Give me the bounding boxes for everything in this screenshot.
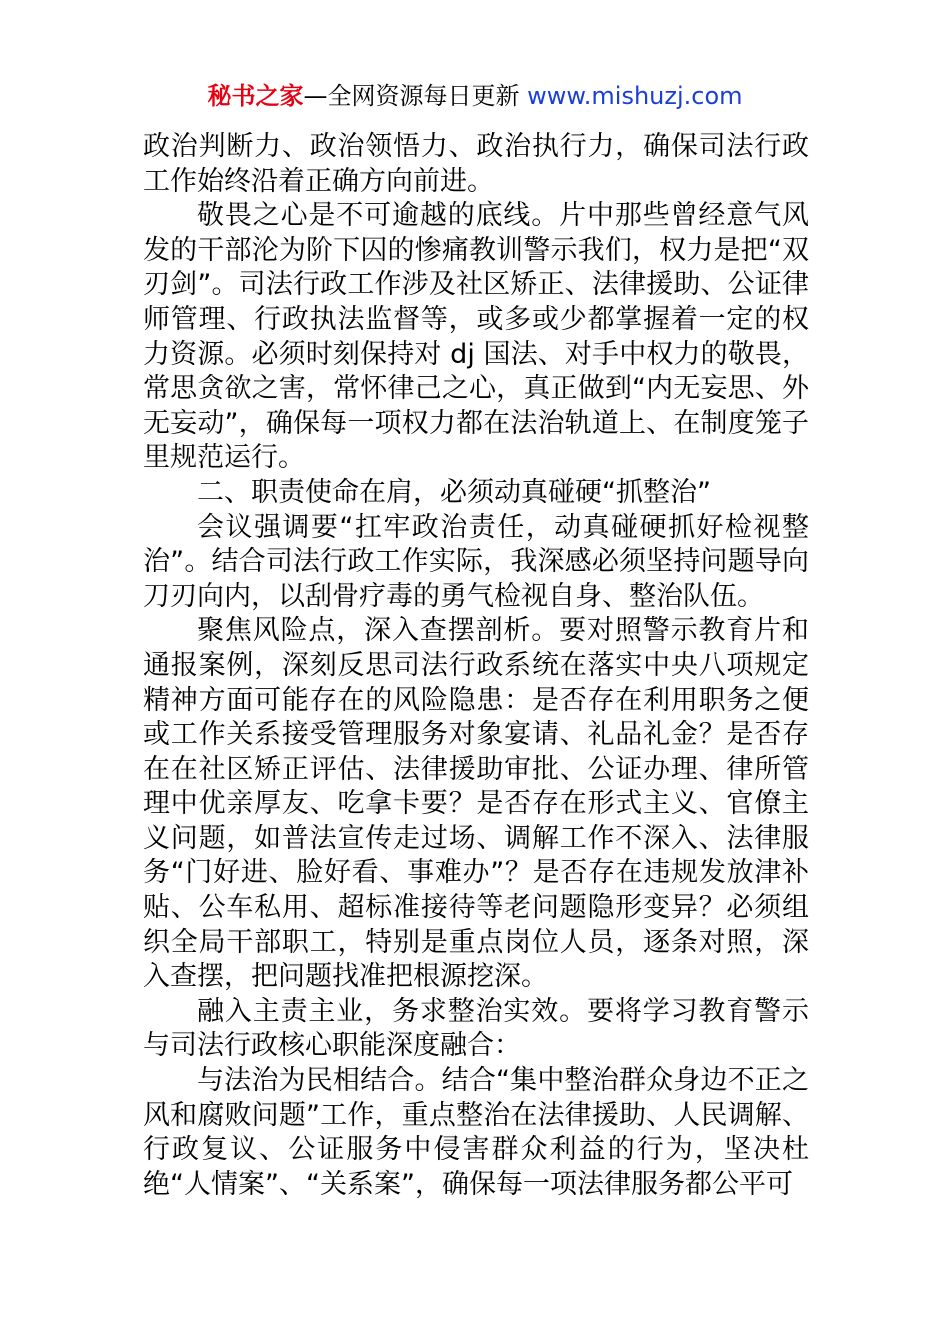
document-body <box>143 130 809 1202</box>
site-tagline: —全网资源每日更新 <box>303 82 528 110</box>
paragraph-continuation: 政治判断力、政治领悟力、政治执行力，确保司法行政工作始终沿着正确方向前进。 <box>143 131 809 197</box>
site-url[interactable]: www.mishuzj.com <box>527 82 743 110</box>
site-brand: 秘书之家 <box>207 82 304 110</box>
paragraph: 与法治为民相结合。结合“集中整治群众身边不正之风和腐败问题”工作，重点整治在法律援助、人民调解、行政复议、公证服务中侵害群众利益的行为，坚决杜绝“人情案”、“关系案”，确保每一项法律服务都公平可 <box>143 1065 809 1200</box>
paragraph: 融入主责主业，务求整治实效。要将学习教育警示与司法行政核心职能深度融合： <box>143 995 809 1062</box>
site-header <box>0 78 950 114</box>
section-heading: 二、职责使命在肩，必须动真碰硬“抓整治” <box>197 476 711 508</box>
paragraph: 敬畏之心是不可逾越的底线。片中那些曾经意气风发的干部沦为阶下囚的惨痛教训警示我们，权力是把“双刃剑”。司法行政工作涉及社区矫正、法律援助、公证律师管理、行政执法监督等，或多或少都掌握着一定的权力资源。必须时刻保持对 dj 国法、对手中权力的敬畏，常思贪欲之害，常怀律己之心，真正做到“内无妄思、外无妄动”，确保每一项权力都在法治轨道上、在制度笼子里规范运行。 <box>143 200 809 474</box>
paragraph: 会议强调要“扛牢政治责任，动真碰硬抓好检视整治”。结合司法行政工作实际，我深感必须坚持问题导向刀刃向内，以刮骨疗毒的勇气检视自身、整治队伍。 <box>143 511 809 612</box>
paragraph: 聚焦风险点，深入查摆剖析。要对照警示教育片和通报案例，深刻反思司法行政系统在落实中央八项规定精神方面可能存在的风险隐患：是否存在利用职务之便或工作关系接受管理服务对象宴请、礼品礼金？是否存在在社区矫正评估、法律援助审批、公证办理、律所管理中优亲厚友、吃拿卡要？是否存在形式主义、官僚主义问题，如普法宣传走过场、调解工作不深入、法律服务“门好进、脸好看、事难办”？是否存在违规发放津补贴、公车私用、超标准接待等老问题隐形变异？必须组织全局干部职工，特别是重点岗位人员，逐条对照，深入查摆，把问题找准把根源挖深。 <box>143 615 809 993</box>
